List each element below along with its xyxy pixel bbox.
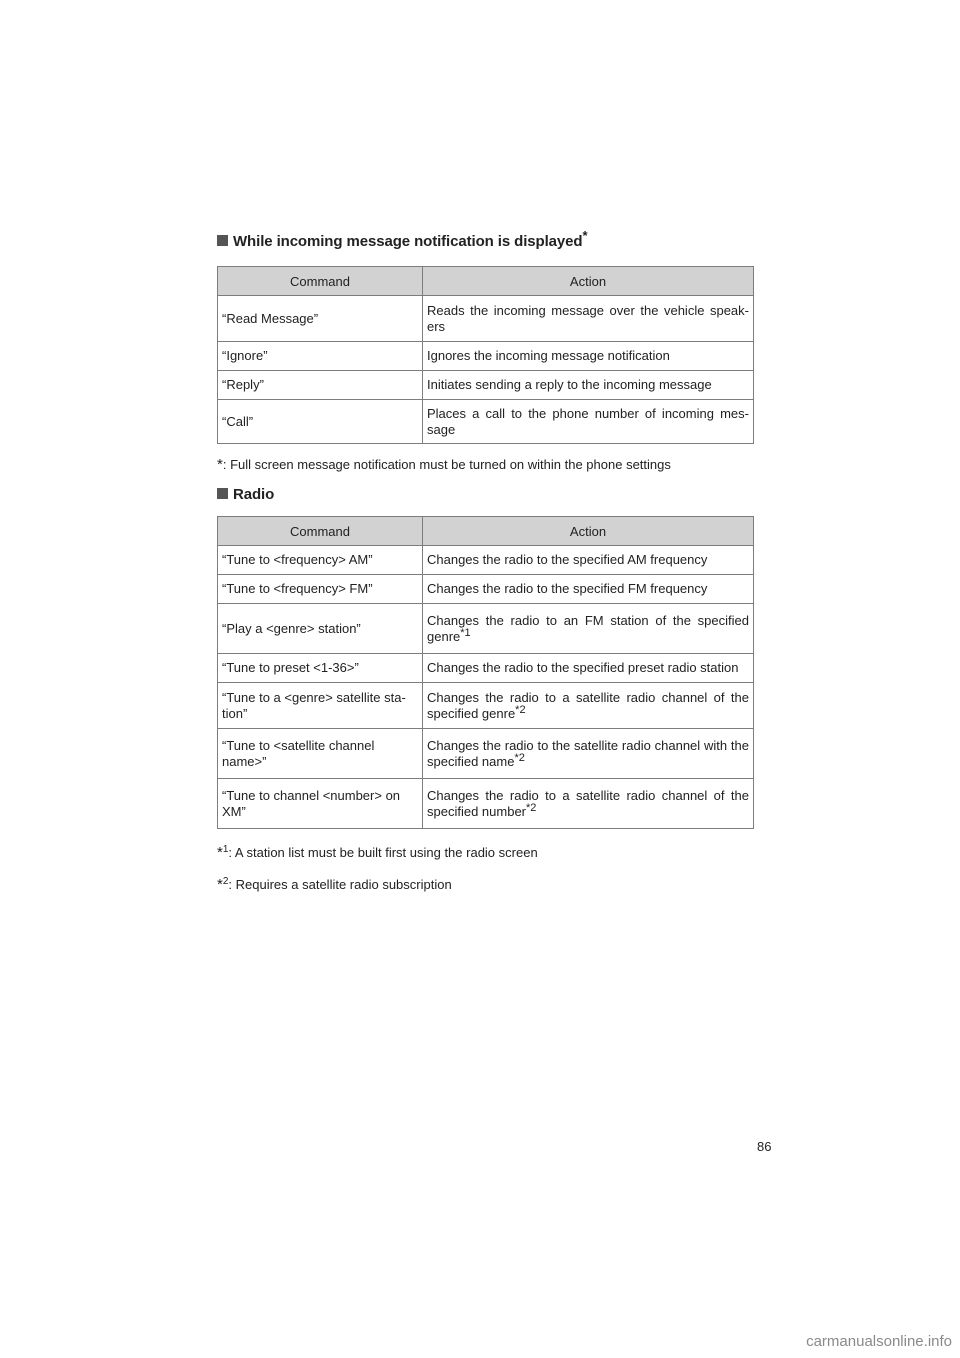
heading-asterisk: * bbox=[582, 228, 588, 243]
command-cell: “Reply” bbox=[218, 371, 423, 400]
table-row bbox=[218, 342, 754, 371]
col-command-header: Command bbox=[218, 267, 423, 296]
command-cell: “Tune to channel <number> on XM” bbox=[218, 779, 423, 829]
footnote-ref: *1 bbox=[460, 626, 471, 639]
action-cell: Changes the radio to an FM station of the specified genre$^{*1}$ bbox=[423, 604, 754, 654]
command-cell: “Call” bbox=[218, 400, 423, 444]
table-header-row bbox=[218, 517, 754, 546]
radio-commands-table bbox=[217, 516, 754, 829]
footnote-asterisk: * bbox=[217, 876, 223, 893]
command-cell: “Tune to a <genre> satellite sta- tion” bbox=[218, 683, 423, 729]
command-cell: “Tune to <satellite channel name>” bbox=[218, 729, 423, 779]
footnote-ref: *2 bbox=[515, 703, 526, 716]
action-cell: Places a call to the phone number of incoming mes- sage bbox=[423, 400, 754, 444]
footnote-text: : A station list must be built first using the radio screen bbox=[228, 845, 538, 860]
table-row bbox=[218, 654, 754, 683]
action-cell: Changes the radio to the specified preset radio station bbox=[423, 654, 754, 683]
command-cell: “Tune to <frequency> FM” bbox=[218, 575, 423, 604]
action-cell: Initiates sending a reply to the incoming message bbox=[423, 371, 754, 400]
table-row bbox=[218, 400, 754, 444]
action-cell: Changes the radio to the specified AM frequency bbox=[423, 546, 754, 575]
command-cell: “Tune to preset <1-36>” bbox=[218, 654, 423, 683]
col-action-header: Action bbox=[423, 517, 754, 546]
col-action-header: Action bbox=[423, 267, 754, 296]
message-commands-table bbox=[217, 266, 754, 444]
footnote-ref: *2 bbox=[526, 801, 537, 814]
section-heading-radio bbox=[217, 486, 274, 503]
command-cell: “Play a <genre> station” bbox=[218, 604, 423, 654]
table-row bbox=[218, 604, 754, 654]
footnote-text: : Requires a satellite radio subscription bbox=[228, 877, 452, 892]
heading-square-icon bbox=[217, 488, 228, 499]
command-cell: “Ignore” bbox=[218, 342, 423, 371]
heading-text: While incoming message notification is displayed bbox=[233, 233, 583, 250]
footnote-number: 1 bbox=[222, 844, 229, 855]
footnote-number: 2 bbox=[222, 876, 229, 887]
footnote-text: : Full screen message notification must be turned on within the phone settings bbox=[222, 457, 671, 472]
col-command-header: Command bbox=[218, 517, 423, 546]
table-row bbox=[218, 683, 754, 729]
table-row bbox=[218, 296, 754, 342]
footnote-message bbox=[217, 456, 671, 473]
heading-text: Radio bbox=[233, 486, 275, 503]
command-cell: “Read Message” bbox=[218, 296, 423, 342]
watermark: carmanualsonline.info bbox=[806, 1333, 952, 1350]
heading-square-icon bbox=[217, 235, 228, 246]
table-header-row bbox=[218, 267, 754, 296]
page-number: 86 bbox=[757, 1139, 772, 1154]
action-cell: Changes the radio to a satellite radio channel of the specified number$^{*2}$ bbox=[423, 779, 754, 829]
action-cell: Ignores the incoming message notification bbox=[423, 342, 754, 371]
table-row bbox=[218, 779, 754, 829]
table-row bbox=[218, 575, 754, 604]
command-cell: “Tune to <frequency> AM” bbox=[218, 546, 423, 575]
footnote-ref: *2 bbox=[514, 751, 525, 764]
section-heading-message bbox=[217, 228, 588, 250]
action-cell: Changes the radio to a satellite radio channel of the specified genre$^{*2}$ bbox=[423, 683, 754, 729]
action-cell: Reads the incoming message over the vehicle speak- ers bbox=[423, 296, 754, 342]
footnote-asterisk: * bbox=[217, 844, 223, 861]
action-cell: Changes the radio to the satellite radio channel with the specified name$^{*2}$ bbox=[423, 729, 754, 779]
footnote-asterisk: * bbox=[217, 456, 223, 473]
table-row bbox=[218, 546, 754, 575]
footnote-radio-2 bbox=[217, 876, 452, 893]
table-row bbox=[218, 371, 754, 400]
table-row bbox=[218, 729, 754, 779]
footnote-radio-1 bbox=[217, 844, 538, 861]
action-cell: Changes the radio to the specified FM frequency bbox=[423, 575, 754, 604]
